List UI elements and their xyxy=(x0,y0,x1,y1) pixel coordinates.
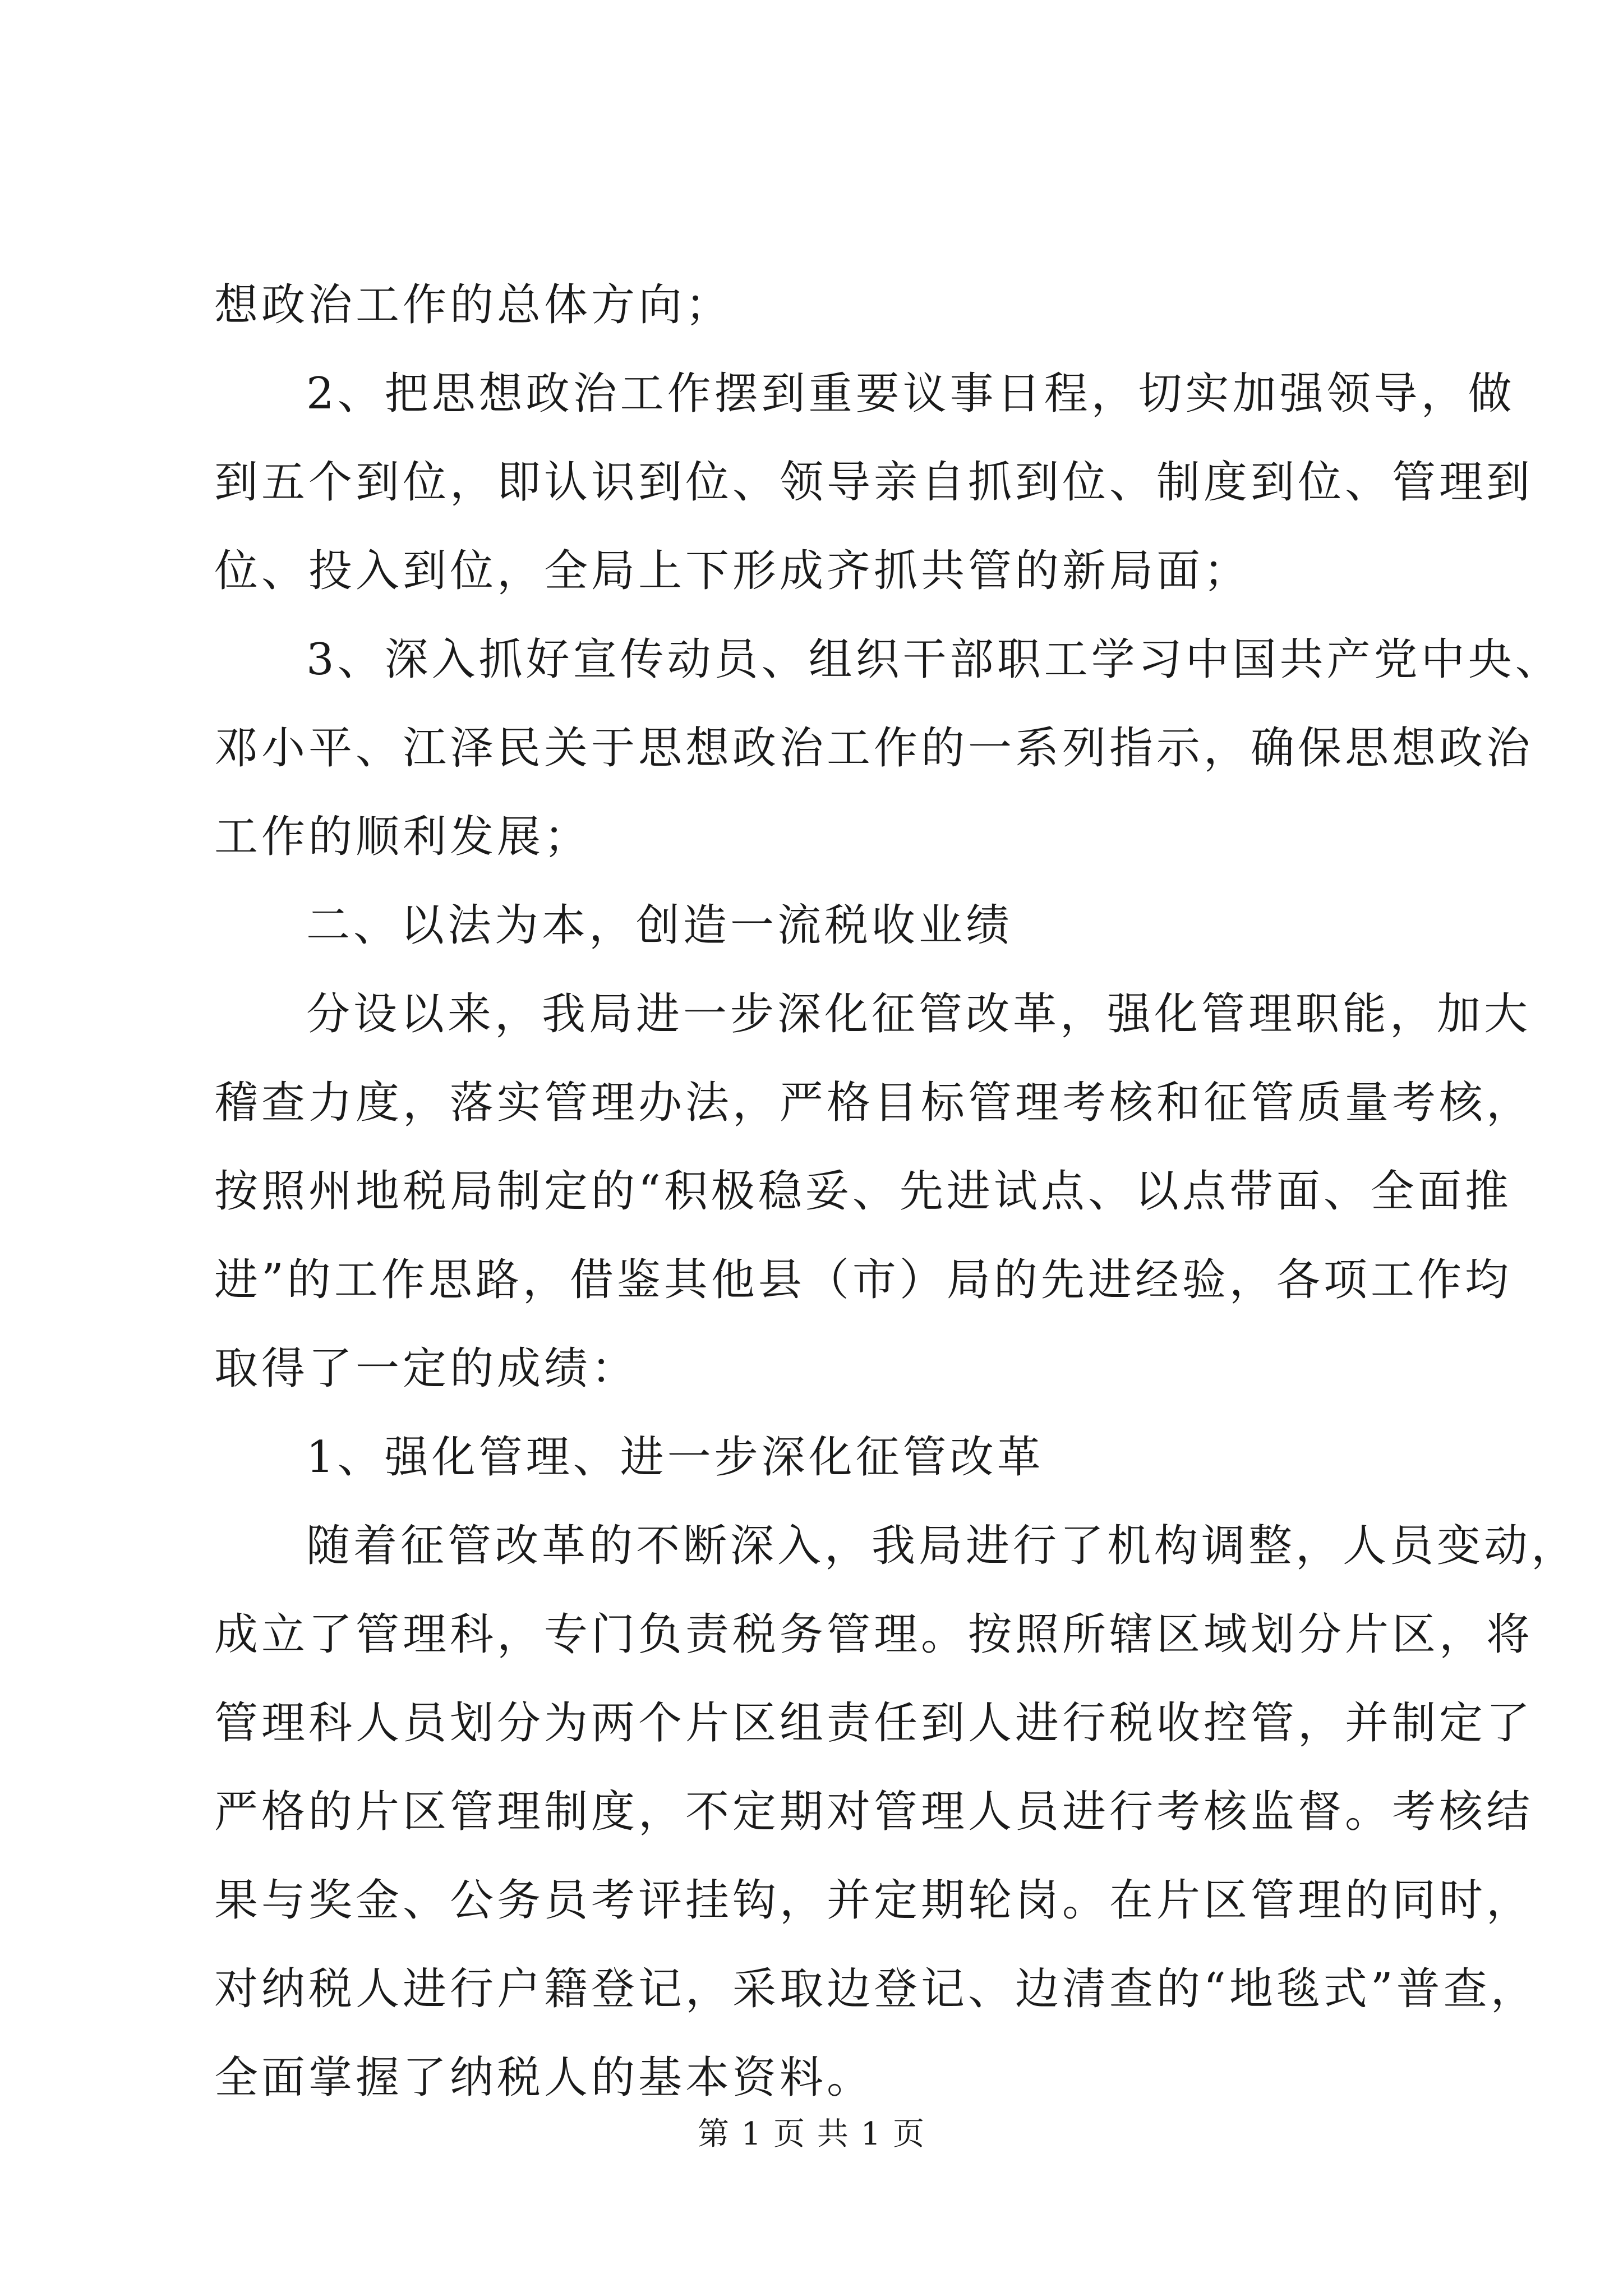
page-footer: 第 1 页 共 1 页 xyxy=(697,2116,926,2152)
text-line: 稽查力度，落实管理办法，严格目标管理考核和征管质量考核， xyxy=(214,1078,1534,1128)
text-line: 管理科人员划分为两个片区组责任到人进行税收控管，并制定了 xyxy=(214,1698,1534,1749)
subsection-heading: 1、强化管理、进一步深化征管改革 xyxy=(306,1432,1044,1483)
text-line: 3、深入抓好宣传动员、组织干部职工学习中国共产党中央、 xyxy=(306,634,1562,685)
text-line: 邓小平、江泽民关于思想政治工作的一系列指示，确保思想政治 xyxy=(214,723,1534,774)
section-heading: 二、以法为本，创造一流税收业绩 xyxy=(306,900,1013,951)
document-body xyxy=(214,261,1579,2122)
text-line: 到五个到位，即认识到位、领导亲自抓到位、制度到位、管理到 xyxy=(214,457,1534,508)
text-line: 位、投入到位，全局上下形成齐抓共管的新局面； xyxy=(214,546,1251,596)
text-line: 果与奖金、公务员考评挂钩，并定期轮岗。在片区管理的同时， xyxy=(214,1875,1534,1926)
text-line: 随着征管改革的不断深入，我局进行了机构调整，人员变动， xyxy=(306,1521,1579,1571)
text-line: 成立了管理科，专门负责税务管理。按照所辖区域划分片区，将 xyxy=(214,1609,1534,1660)
text-line: 分设以来，我局进一步深化征管改革，强化管理职能，加大 xyxy=(306,989,1532,1039)
text-line: 取得了一定的成绩： xyxy=(214,1343,639,1394)
text-line: 进”的工作思路，借鉴其他县（市）局的先进经验，各项工作均 xyxy=(214,1255,1512,1305)
text-line: 想政治工作的总体方向； xyxy=(214,280,733,330)
text-line: 对纳税人进行户籍登记，采取边登记、边清查的“地毯式”普查， xyxy=(214,1964,1538,2014)
text-line: 严格的片区管理制度，不定期对管理人员进行考核监督。考核结 xyxy=(214,1787,1534,1837)
text-line: 按照州地税局制定的“积极稳妥、先进试点、以点带面、全面推 xyxy=(214,1166,1512,1217)
text-line: 工作的顺利发展； xyxy=(214,812,592,862)
text-line: 2、把思想政治工作摆到重要议事日程，切实加强领导，做 xyxy=(306,369,1515,419)
text-line: 全面掌握了纳税人的基本资料。 xyxy=(214,2053,874,2103)
